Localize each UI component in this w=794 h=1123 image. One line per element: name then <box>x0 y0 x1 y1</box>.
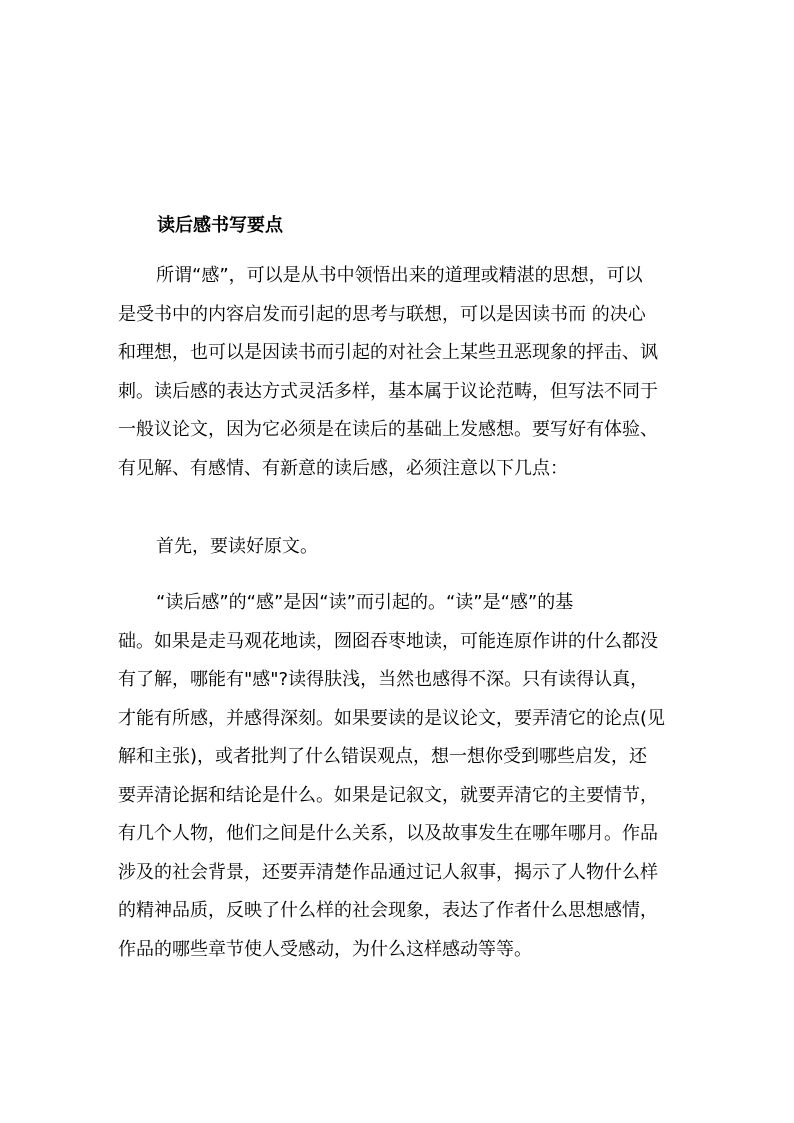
paragraph-definition <box>118 257 688 488</box>
text-line: 才能有所感，并感得深刻。如果要读的是议论文，要弄清它的论点(见 <box>118 707 666 729</box>
text-line: 涉及的社会背景，还要弄清楚作品通过记人叙事，揭示了人物什么样 <box>118 861 658 883</box>
text-line: 所谓“感”，可以是从书中领悟出来的道理或精湛的思想，可以 <box>156 265 643 286</box>
paragraph-first-point <box>118 528 688 567</box>
text-line: 首先，要读好原文。 <box>156 536 318 557</box>
text-line: 和理想，也可以是因读书而引起的对社会上某些丑恶现象的抨击、讽 <box>118 342 658 363</box>
text-line: 有见解、有感情、有新意的读后感，必须注意以下几点： <box>118 457 568 479</box>
text-line: 有了解，哪能有"感"?读得肤浅，当然也感得不深。只有读得认真， <box>118 669 649 690</box>
text-line: 有几个人物，他们之间是什么关系，以及故事发生在哪年哪月。作品 <box>118 823 658 844</box>
text-line: 础。如果是走马观花地读，囫囵吞枣地读，可能连原作讲的什么都没 <box>118 630 658 652</box>
paragraph-reading-detail <box>118 584 688 969</box>
text-line: 的精神品质，反映了什么样的社会现象，表达了作者什么思想感情， <box>118 900 658 921</box>
text-line: 作品的哪些章节使人受感动，为什么这样感动等等。 <box>118 938 532 960</box>
text-line: 要弄清论据和结论是什么。如果是记叙文，就要弄清它的主要情节， <box>118 784 658 806</box>
text-line: 一般议论文，因为它必须是在读后的基础上发感想。要写好有体验、 <box>118 419 658 440</box>
text-line: 是受书中的内容启发而引起的思考与联想，可以是因读书而 的决心 <box>118 303 646 325</box>
text-line: 刺。读后感的表达方式灵活多样，基本属于议论范畴，但写法不同于 <box>118 380 658 402</box>
text-line: 解和主张)，或者批判了什么错误观点，想一想你受到哪些启发，还 <box>118 746 648 767</box>
document-title: 读后感书写要点 <box>157 215 283 236</box>
text-line: “读后感”的“感”是因“读”而引起的。“读”是“感”的基 <box>156 592 574 613</box>
